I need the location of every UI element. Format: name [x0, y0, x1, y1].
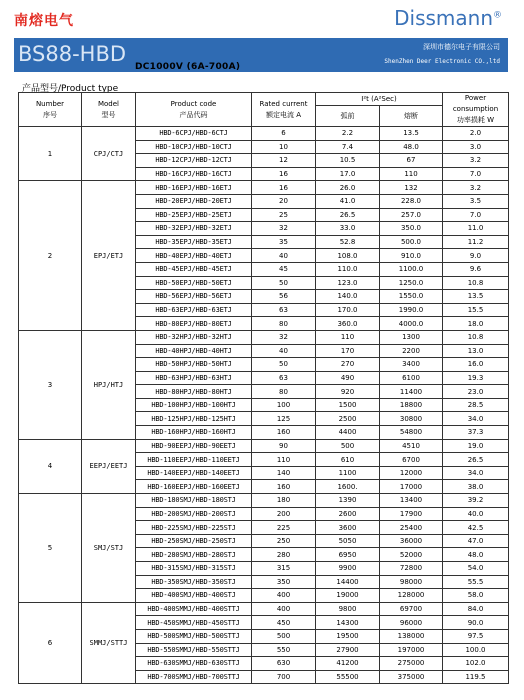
product-code: HBD-63HPJ/HBD-63HTJ [136, 371, 252, 385]
product-code: HBD-10CPJ/HBD-10CTJ [136, 140, 252, 154]
power-loss: 9.6 [443, 262, 509, 276]
product-code: HBD-500SMMJ/HBD-500STTJ [136, 629, 252, 643]
rated-current: 10 [252, 140, 316, 154]
group-number: 1 [19, 127, 82, 181]
product-code: HBD-56EPJ/HBD-56ETJ [136, 290, 252, 304]
i2t-melt: 2200 [380, 344, 443, 358]
rated-current: 12 [252, 154, 316, 168]
product-code: HBD-125HPJ/HBD-125HTJ [136, 412, 252, 426]
brand-logo [394, 6, 502, 30]
power-loss: 55.5 [443, 575, 509, 589]
i2t-melt: 52000 [380, 548, 443, 562]
rated-current: 90 [252, 439, 316, 453]
i2t-melt: 138000 [380, 629, 443, 643]
i2t-melt: 54800 [380, 426, 443, 440]
section-title: 产品型号/Product type [22, 84, 119, 94]
i2t-arc: 490 [316, 371, 380, 385]
product-code: HBD-40HPJ/HBD-40HTJ [136, 344, 252, 358]
i2t-melt: 13400 [380, 494, 443, 508]
i2t-arc: 14400 [316, 575, 380, 589]
rated-current: 180 [252, 494, 316, 508]
i2t-arc: 41.0 [316, 194, 380, 208]
table-body [19, 127, 509, 684]
i2t-melt: 275000 [380, 657, 443, 671]
i2t-arc: 52.8 [316, 235, 380, 249]
i2t-arc: 26.5 [316, 208, 380, 222]
rated-current: 32 [252, 330, 316, 344]
power-loss: 37.3 [443, 426, 509, 440]
brand-name-en: Dissmann [394, 6, 493, 30]
i2t-arc: 33.0 [316, 222, 380, 236]
power-loss: 23.0 [443, 385, 509, 399]
i2t-melt: 910.0 [380, 249, 443, 263]
i2t-arc: 41200 [316, 657, 380, 671]
i2t-melt: 1990.0 [380, 303, 443, 317]
i2t-melt: 4510 [380, 439, 443, 453]
i2t-melt: 12000 [380, 466, 443, 480]
i2t-melt: 6700 [380, 453, 443, 467]
i2t-arc: 110.0 [316, 262, 380, 276]
rated-current: 450 [252, 616, 316, 630]
power-loss: 48.0 [443, 548, 509, 562]
power-loss: 13.0 [443, 344, 509, 358]
product-code: HBD-45EPJ/HBD-45ETJ [136, 262, 252, 276]
power-loss: 19.3 [443, 371, 509, 385]
power-loss: 84.0 [443, 602, 509, 616]
rated-current: 630 [252, 657, 316, 671]
rated-current: 50 [252, 276, 316, 290]
i2t-arc: 2600 [316, 507, 380, 521]
i2t-melt: 18800 [380, 398, 443, 412]
product-code: HBD-400SMMJ/HBD-400STTJ [136, 602, 252, 616]
i2t-arc: 5050 [316, 534, 380, 548]
power-loss: 16.0 [443, 358, 509, 372]
i2t-melt: 110 [380, 167, 443, 181]
rated-current: 140 [252, 466, 316, 480]
col-number: Number 序号 [19, 93, 82, 127]
product-code: HBD-20EPJ/HBD-20ETJ [136, 194, 252, 208]
rated-current: 25 [252, 208, 316, 222]
brand-name-cn: 南熔电气 [14, 13, 74, 29]
i2t-arc: 1500 [316, 398, 380, 412]
i2t-melt: 132 [380, 181, 443, 195]
i2t-melt: 4000.0 [380, 317, 443, 331]
product-code: HBD-40EPJ/HBD-40ETJ [136, 249, 252, 263]
registered-mark: ® [493, 10, 502, 21]
power-loss: 3.2 [443, 181, 509, 195]
rated-current: 16 [252, 167, 316, 181]
group-model: HPJ/HTJ [82, 330, 136, 439]
product-code: HBD-180SMJ/HBD-180STJ [136, 494, 252, 508]
i2t-melt: 197000 [380, 643, 443, 657]
i2t-arc: 610 [316, 453, 380, 467]
rated-current: 550 [252, 643, 316, 657]
group-number: 6 [19, 602, 82, 684]
i2t-melt: 3400 [380, 358, 443, 372]
power-loss: 34.0 [443, 466, 509, 480]
i2t-melt: 257.0 [380, 208, 443, 222]
product-code: HBD-280SMJ/HBD-280STJ [136, 548, 252, 562]
i2t-melt: 11400 [380, 385, 443, 399]
power-loss: 100.0 [443, 643, 509, 657]
model-title: BS88-HBD [18, 42, 127, 66]
power-loss: 34.0 [443, 412, 509, 426]
i2t-melt: 1100.0 [380, 262, 443, 276]
header-row-1 [19, 93, 509, 106]
power-loss: 97.5 [443, 629, 509, 643]
power-loss: 40.0 [443, 507, 509, 521]
rated-current: 350 [252, 575, 316, 589]
power-loss: 10.8 [443, 276, 509, 290]
i2t-arc: 1390 [316, 494, 380, 508]
rated-current: 225 [252, 521, 316, 535]
rated-current: 56 [252, 290, 316, 304]
i2t-melt: 13.5 [380, 127, 443, 141]
rated-current: 80 [252, 385, 316, 399]
i2t-melt: 48.0 [380, 140, 443, 154]
table-row [19, 127, 509, 141]
rated-current: 100 [252, 398, 316, 412]
product-code: HBD-32EPJ/HBD-32ETJ [136, 222, 252, 236]
table-row [19, 181, 509, 195]
product-code: HBD-550SMMJ/HBD-550STTJ [136, 643, 252, 657]
rated-current: 80 [252, 317, 316, 331]
power-loss: 3.0 [443, 140, 509, 154]
product-code: HBD-630SMMJ/HBD-630STTJ [136, 657, 252, 671]
power-loss: 19.0 [443, 439, 509, 453]
rated-current: 125 [252, 412, 316, 426]
i2t-melt: 36000 [380, 534, 443, 548]
rated-current: 400 [252, 602, 316, 616]
group-number: 4 [19, 439, 82, 493]
power-loss: 18.0 [443, 317, 509, 331]
top-bar [14, 6, 510, 32]
i2t-arc: 9900 [316, 562, 380, 576]
product-code: HBD-50HPJ/HBD-50HTJ [136, 358, 252, 372]
rated-current: 63 [252, 303, 316, 317]
i2t-arc: 10.5 [316, 154, 380, 168]
i2t-arc: 3600 [316, 521, 380, 535]
table-row [19, 330, 509, 344]
product-code: HBD-25EPJ/HBD-25ETJ [136, 208, 252, 222]
power-loss: 3.5 [443, 194, 509, 208]
rated-current: 250 [252, 534, 316, 548]
product-code: HBD-315SMJ/HBD-315STJ [136, 562, 252, 576]
rated-current: 16 [252, 181, 316, 195]
product-code: HBD-140EEPJ/HBD-140EETJ [136, 466, 252, 480]
product-code: HBD-200SMJ/HBD-200STJ [136, 507, 252, 521]
i2t-arc: 27900 [316, 643, 380, 657]
power-loss: 11.2 [443, 235, 509, 249]
group-number: 5 [19, 494, 82, 603]
product-code: HBD-250SMJ/HBD-250STJ [136, 534, 252, 548]
i2t-arc: 26.0 [316, 181, 380, 195]
header-banner [14, 38, 508, 72]
i2t-melt: 500.0 [380, 235, 443, 249]
rated-current: 32 [252, 222, 316, 236]
i2t-arc: 7.4 [316, 140, 380, 154]
rated-current: 500 [252, 629, 316, 643]
i2t-melt: 98000 [380, 575, 443, 589]
power-loss: 119.5 [443, 670, 509, 684]
power-loss: 10.8 [443, 330, 509, 344]
i2t-melt: 1300 [380, 330, 443, 344]
power-loss: 7.0 [443, 208, 509, 222]
group-model: SMJ/STJ [82, 494, 136, 603]
col-arc: 弧前 [316, 106, 380, 127]
i2t-melt: 17900 [380, 507, 443, 521]
i2t-arc: 170.0 [316, 303, 380, 317]
rated-current: 700 [252, 670, 316, 684]
product-code: HBD-110EEPJ/HBD-110EETJ [136, 453, 252, 467]
power-loss: 28.5 [443, 398, 509, 412]
product-code: HBD-160EEPJ/HBD-160EETJ [136, 480, 252, 494]
power-loss: 3.2 [443, 154, 509, 168]
product-code: HBD-16EPJ/HBD-16ETJ [136, 181, 252, 195]
product-code: HBD-90EEPJ/HBD-90EETJ [136, 439, 252, 453]
col-melt: 熔断 [380, 106, 443, 127]
power-loss: 2.0 [443, 127, 509, 141]
i2t-melt: 69700 [380, 602, 443, 616]
product-code: HBD-100HPJ/HBD-100HTJ [136, 398, 252, 412]
i2t-melt: 1550.0 [380, 290, 443, 304]
i2t-arc: 920 [316, 385, 380, 399]
i2t-arc: 14300 [316, 616, 380, 630]
power-loss: 7.0 [443, 167, 509, 181]
table-row [19, 494, 509, 508]
i2t-arc: 55500 [316, 670, 380, 684]
col-product-code: Product code 产品代码 [136, 93, 252, 127]
i2t-arc: 6950 [316, 548, 380, 562]
group-model: EEPJ/EETJ [82, 439, 136, 493]
rated-current: 45 [252, 262, 316, 276]
power-loss: 9.0 [443, 249, 509, 263]
power-loss: 26.5 [443, 453, 509, 467]
i2t-arc: 19500 [316, 629, 380, 643]
i2t-arc: 500 [316, 439, 380, 453]
product-code: HBD-350SMJ/HBD-350STJ [136, 575, 252, 589]
power-loss: 90.0 [443, 616, 509, 630]
power-loss: 47.0 [443, 534, 509, 548]
i2t-melt: 128000 [380, 589, 443, 603]
product-code: HBD-225SMJ/HBD-225STJ [136, 521, 252, 535]
power-loss: 58.0 [443, 589, 509, 603]
rated-current: 35 [252, 235, 316, 249]
power-loss: 39.2 [443, 494, 509, 508]
product-code: HBD-400SMJ/HBD-400STJ [136, 589, 252, 603]
product-code: HBD-50EPJ/HBD-50ETJ [136, 276, 252, 290]
table-row [19, 602, 509, 616]
group-model: EPJ/ETJ [82, 181, 136, 331]
rated-current: 40 [252, 344, 316, 358]
product-code: HBD-80HPJ/HBD-80HTJ [136, 385, 252, 399]
i2t-arc: 19000 [316, 589, 380, 603]
rated-current: 400 [252, 589, 316, 603]
power-loss: 11.0 [443, 222, 509, 236]
group-model: SMMJ/STTJ [82, 602, 136, 684]
group-number: 2 [19, 181, 82, 331]
i2t-arc: 9800 [316, 602, 380, 616]
col-i2t: I²t (A²Sec) [316, 93, 443, 106]
product-code: HBD-450SMMJ/HBD-450STTJ [136, 616, 252, 630]
i2t-arc: 2.2 [316, 127, 380, 141]
rated-current: 200 [252, 507, 316, 521]
product-code: HBD-16CPJ/HBD-16CTJ [136, 167, 252, 181]
company-name-cn: 深圳市德尔电子有限公司 [423, 43, 500, 51]
product-table [18, 92, 509, 684]
power-loss: 54.0 [443, 562, 509, 576]
i2t-arc: 1600. [316, 480, 380, 494]
product-code: HBD-32HPJ/HBD-32HTJ [136, 330, 252, 344]
product-code: HBD-35EPJ/HBD-35ETJ [136, 235, 252, 249]
i2t-melt: 25400 [380, 521, 443, 535]
company-name-en: ShenZhen Deer Electronic CO.,ltd [384, 58, 500, 65]
product-code: HBD-12CPJ/HBD-12CTJ [136, 154, 252, 168]
i2t-arc: 360.0 [316, 317, 380, 331]
power-loss: 102.0 [443, 657, 509, 671]
power-loss: 42.5 [443, 521, 509, 535]
rated-current: 160 [252, 426, 316, 440]
voltage-rating: DC1000V (6A-700A) [135, 62, 241, 72]
rated-current: 160 [252, 480, 316, 494]
power-loss: 38.0 [443, 480, 509, 494]
i2t-melt: 96000 [380, 616, 443, 630]
i2t-melt: 72800 [380, 562, 443, 576]
product-code: HBD-6CPJ/HBD-6CTJ [136, 127, 252, 141]
rated-current: 315 [252, 562, 316, 576]
rated-current: 40 [252, 249, 316, 263]
product-code: HBD-63EPJ/HBD-63ETJ [136, 303, 252, 317]
table-row [19, 439, 509, 453]
group-number: 3 [19, 330, 82, 439]
rated-current: 280 [252, 548, 316, 562]
rated-current: 63 [252, 371, 316, 385]
i2t-melt: 17000 [380, 480, 443, 494]
i2t-arc: 108.0 [316, 249, 380, 263]
i2t-arc: 1100 [316, 466, 380, 480]
i2t-melt: 228.0 [380, 194, 443, 208]
i2t-melt: 1250.0 [380, 276, 443, 290]
i2t-melt: 375000 [380, 670, 443, 684]
i2t-arc: 123.0 [316, 276, 380, 290]
product-code: HBD-80EPJ/HBD-80ETJ [136, 317, 252, 331]
rated-current: 50 [252, 358, 316, 372]
i2t-arc: 110 [316, 330, 380, 344]
i2t-arc: 170 [316, 344, 380, 358]
i2t-arc: 2500 [316, 412, 380, 426]
i2t-arc: 140.0 [316, 290, 380, 304]
i2t-melt: 6100 [380, 371, 443, 385]
rated-current: 110 [252, 453, 316, 467]
i2t-arc: 270 [316, 358, 380, 372]
i2t-melt: 67 [380, 154, 443, 168]
i2t-arc: 17.0 [316, 167, 380, 181]
group-model: CPJ/CTJ [82, 127, 136, 181]
product-code: HBD-160HPJ/HBD-160HTJ [136, 426, 252, 440]
i2t-melt: 30800 [380, 412, 443, 426]
product-code: HBD-700SMMJ/HBD-700STTJ [136, 670, 252, 684]
col-model: Model 型号 [82, 93, 136, 127]
power-loss: 15.5 [443, 303, 509, 317]
rated-current: 6 [252, 127, 316, 141]
i2t-arc: 4400 [316, 426, 380, 440]
col-rated-current: Rated current 额定电流 A [252, 93, 316, 127]
i2t-melt: 350.0 [380, 222, 443, 236]
power-loss: 13.5 [443, 290, 509, 304]
rated-current: 20 [252, 194, 316, 208]
col-power: Power consumption 功率损耗 W [443, 93, 509, 127]
